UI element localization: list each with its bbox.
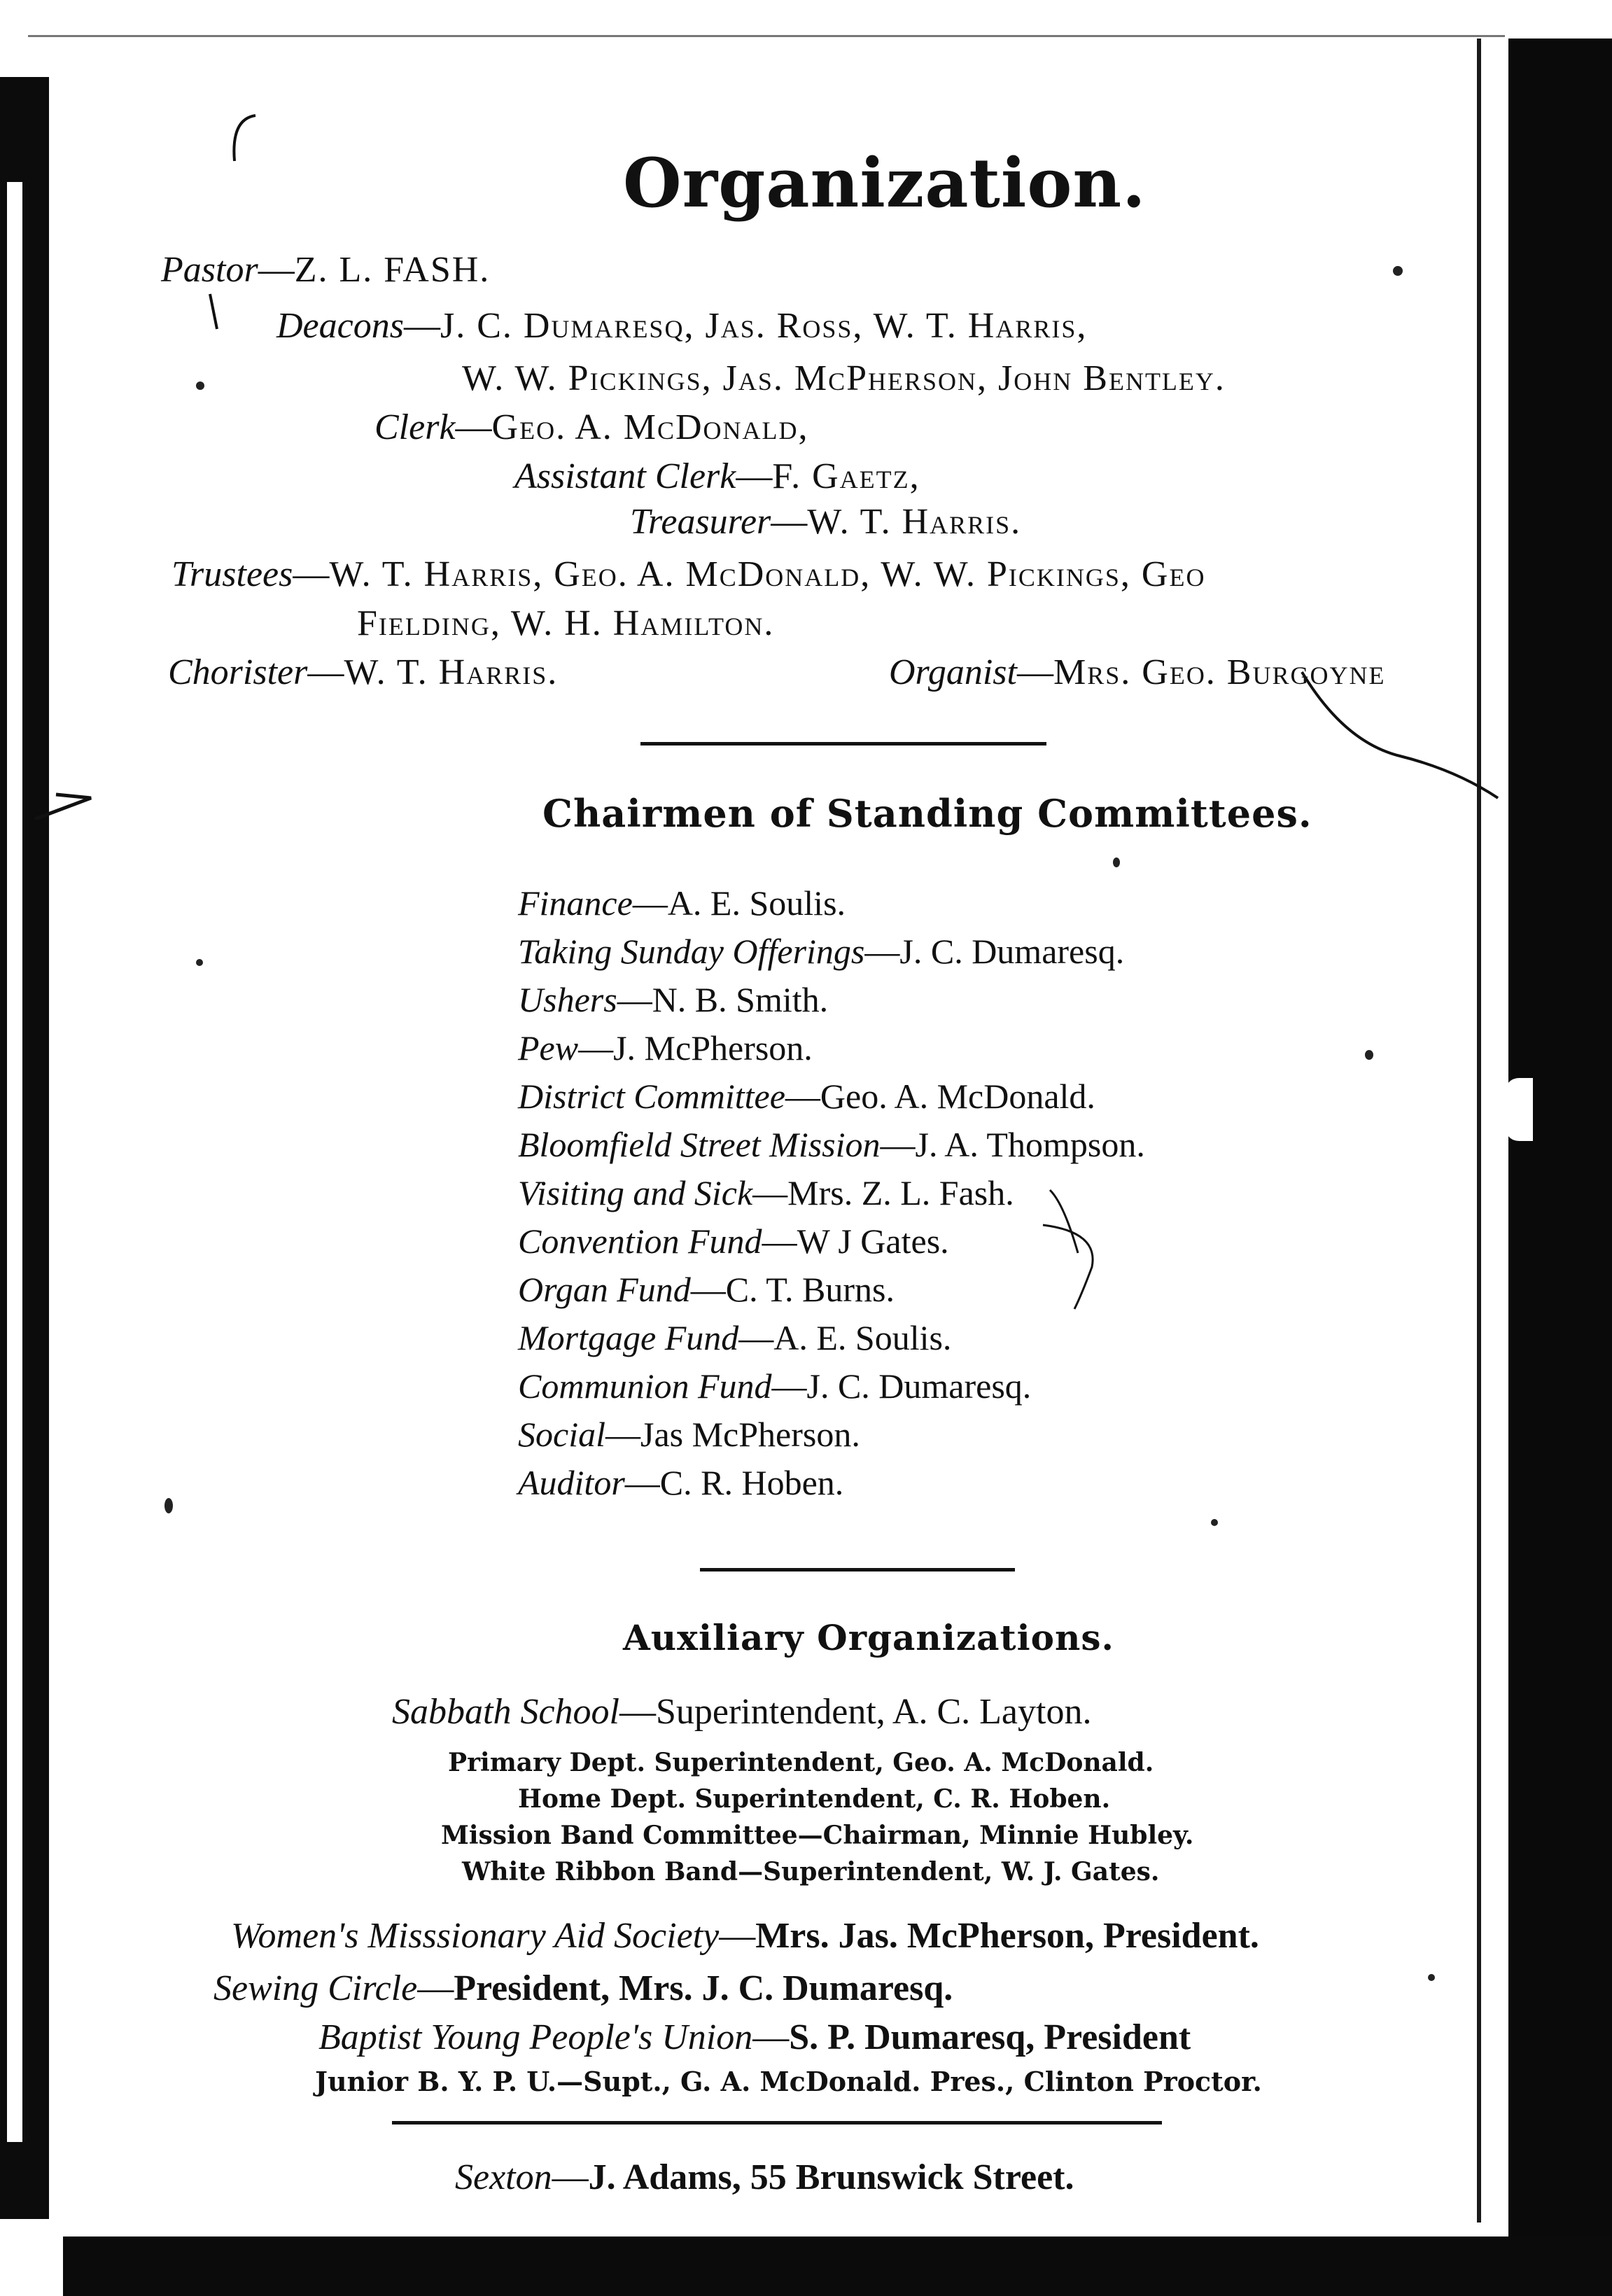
committee-name: Organ Fund <box>518 1270 691 1309</box>
sabbath-school-line: Sabbath School—Superintendent, A. C. Layton. <box>392 1692 1092 1732</box>
trustees-line-2: Fielding, W. H. Hamilton. <box>357 603 775 643</box>
auxiliary-sub-line: White Ribbon Band—Superintendent, W. J. Gates. <box>462 1857 1160 1886</box>
committee-name: Mortgage Fund <box>518 1318 739 1357</box>
committee-chair: C. R. Hoben. <box>659 1463 844 1502</box>
divider-rule <box>640 742 1046 746</box>
committee-name: Convention Fund <box>518 1222 762 1261</box>
womens-society-line: Women's Misssionary Aid Society—Mrs. Jas. McPherson, President. <box>231 1916 1259 1956</box>
committee-name: Visiting and Sick <box>518 1173 753 1212</box>
organist-line: Organist—Mrs. Geo. Burgoyne <box>889 652 1386 692</box>
bypu-detail: S. P. Dumaresq, President <box>789 2017 1191 2057</box>
committee-chair: J. C. Dumaresq. <box>806 1366 1032 1406</box>
bypu-line: Baptist Young People's Union—S. P. Dumaresq, President <box>318 2017 1191 2057</box>
page-title: Organization. <box>623 144 1147 223</box>
pastor-line: Pastor—Z. L. FASH. <box>161 250 491 290</box>
committee-chair: A. E. Soulis. <box>667 883 846 923</box>
committee-name: Communion Fund <box>518 1366 772 1406</box>
committee-line: District Committee—Geo. A. McDonald. <box>518 1077 1095 1116</box>
committee-line: Pew—J. McPherson. <box>518 1028 813 1068</box>
committee-line: Mortgage Fund—A. E. Soulis. <box>518 1318 952 1357</box>
committee-name: Pew <box>518 1028 579 1068</box>
sexton-name: J. Adams, 55 Brunswick Street. <box>588 2157 1074 2197</box>
committee-chair: W J Gates. <box>797 1222 949 1261</box>
clerk-line: Clerk—Geo. A. McDonald, <box>374 407 809 447</box>
committee-name: District Committee <box>518 1077 785 1116</box>
committee-chair: J. McPherson. <box>613 1028 813 1068</box>
divider-rule <box>392 2121 1162 2124</box>
committee-chair: C. T. Burns. <box>725 1270 895 1309</box>
committee-line: Organ Fund—C. T. Burns. <box>518 1270 895 1309</box>
assistant-clerk-line: Assistant Clerk—F. Gaetz, <box>514 456 920 496</box>
committee-name: Bloomfield Street Mission <box>518 1125 881 1164</box>
committees-heading: Chairmen of Standing Committees. <box>542 791 1312 836</box>
committee-line: Visiting and Sick—Mrs. Z. L. Fash. <box>518 1173 1014 1212</box>
chorister-line: Chorister—W. T. Harris. <box>168 652 559 692</box>
chorister-role: Chorister <box>168 652 308 692</box>
auxiliary-sub-line: Mission Band Committee—Chairman, Minnie Hubley. <box>441 1821 1194 1850</box>
committee-line: Finance—A. E. Soulis. <box>518 883 846 923</box>
sewing-circle-name: Sewing Circle <box>213 1968 418 2008</box>
committee-chair: Mrs. Z. L. Fash. <box>787 1173 1014 1212</box>
treasurer-name: W. T. Harris. <box>807 502 1022 542</box>
sewing-circle-detail: President, Mrs. J. C. Dumaresq. <box>454 1968 953 2008</box>
treasurer-role: Treasurer <box>630 502 771 542</box>
committee-name: Social <box>518 1415 605 1454</box>
trustees-role: Trustees <box>171 554 293 594</box>
pastor-name: Z. L. FASH. <box>294 250 491 290</box>
committee-chair: Geo. A. McDonald. <box>820 1077 1095 1116</box>
womens-society-name: Women's Misssionary Aid Society <box>231 1916 720 1956</box>
committee-line: Ushers—N. B. Smith. <box>518 980 829 1019</box>
deacons-line-2: W. W. Pickings, Jas. McPherson, John Bentley. <box>462 358 1226 398</box>
committee-chair: Jas McPherson. <box>640 1415 860 1454</box>
clerk-role: Clerk <box>374 407 456 447</box>
committee-line: Auditor—C. R. Hoben. <box>518 1463 844 1502</box>
committee-name: Finance <box>518 883 633 923</box>
committee-line: Taking Sunday Offerings—J. C. Dumaresq. <box>518 932 1125 971</box>
auxiliary-sub-line: Primary Dept. Superintendent, Geo. A. McDonald. <box>448 1748 1154 1777</box>
chorister-name: W. T. Harris. <box>344 652 559 692</box>
clerk-name: Geo. A. McDonald, <box>491 407 809 447</box>
committee-chair: J. C. Dumaresq. <box>899 932 1125 971</box>
auxiliary-heading: Auxiliary Organizations. <box>623 1617 1114 1658</box>
committee-chair: A. E. Soulis. <box>773 1318 952 1357</box>
sabbath-school-name: Sabbath School <box>392 1692 619 1732</box>
committee-name: Taking Sunday Offerings <box>518 932 865 971</box>
committee-chair: J. A. Thompson. <box>915 1125 1145 1164</box>
treasurer-line: Treasurer—W. T. Harris. <box>630 502 1022 542</box>
committee-name: Auditor <box>518 1463 625 1502</box>
committee-line: Communion Fund—J. C. Dumaresq. <box>518 1366 1032 1406</box>
womens-society-detail: Mrs. Jas. McPherson, President. <box>755 1916 1259 1956</box>
assistant-clerk-name: F. Gaetz, <box>772 456 920 496</box>
deacons-line-1: Deacons—J. C. Dumaresq, Jas. Ross, W. T. Harris, <box>276 306 1088 346</box>
committee-line: Social—Jas McPherson. <box>518 1415 860 1454</box>
committee-line: Convention Fund—W J Gates. <box>518 1222 949 1261</box>
organist-name: Mrs. Geo. Burgoyne <box>1053 652 1386 692</box>
sewing-circle-line: Sewing Circle—President, Mrs. J. C. Dumaresq. <box>213 1968 953 2008</box>
committee-chair: N. B. Smith. <box>652 980 829 1019</box>
divider-rule <box>700 1568 1015 1572</box>
sabbath-school-detail: Superintendent, A. C. Layton. <box>655 1692 1092 1732</box>
committee-name: Ushers <box>518 980 617 1019</box>
sexton-role: Sexton <box>455 2157 552 2197</box>
trustees-names-1: W. T. Harris, Geo. A. McDonald, W. W. Pickings, Geo <box>329 554 1206 594</box>
trustees-line-1: Trustees—W. T. Harris, Geo. A. McDonald, W. W. Pickings, Geo <box>171 554 1206 594</box>
pastor-role: Pastor <box>161 250 258 290</box>
assistant-clerk-role: Assistant Clerk <box>514 456 736 496</box>
sexton-line: Sexton—J. Adams, 55 Brunswick Street. <box>455 2157 1074 2197</box>
bypu-name: Baptist Young People's Union <box>318 2017 753 2057</box>
organist-role: Organist <box>889 652 1017 692</box>
auxiliary-sub-line: Home Dept. Superintendent, C. R. Hoben. <box>518 1784 1111 1814</box>
deacons-names-1: J. C. Dumaresq, Jas. Ross, W. T. Harris, <box>440 306 1088 346</box>
junior-bypu-line: Junior B. Y. P. U.—Supt., G. A. McDonald. Pres., Clinton Proctor. <box>315 2066 1262 2097</box>
committee-line: Bloomfield Street Mission—J. A. Thompson. <box>518 1125 1145 1164</box>
deacons-role: Deacons <box>276 306 404 346</box>
